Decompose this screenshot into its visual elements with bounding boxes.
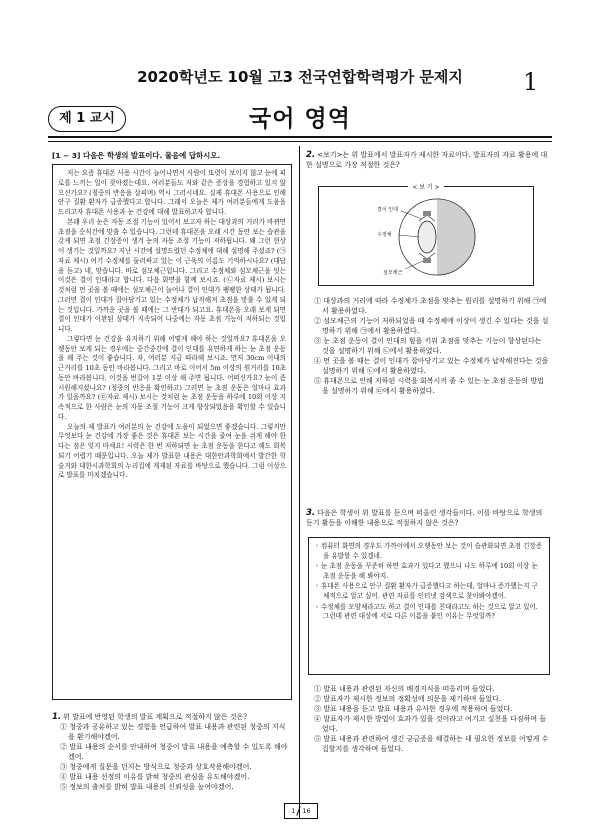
question-2-option[interactable]: ④ 먼 곳을 볼 때는 결이 인대가 잡아당기고 있는 수정체가 납작해진다는 것을 설명하기 위해 ㉡에서 활용하였다. — [314, 357, 549, 375]
label-lens: 수정체 — [377, 232, 392, 238]
question-1-option[interactable]: ⑤ 정보의 출처를 밝혀 발표 내용의 신뢰성을 높여야겠어. — [60, 783, 234, 791]
thought-item: ◦ 눈 초점 운동을 꾸준히 하면 효과가 있다고 했으니 나도 하루에 10회 이상 눈 초점 운동을 해 봐야지. — [315, 562, 538, 580]
question-2-option[interactable]: ① 대상과의 거리에 따라 수정체가 초점을 맞추는 원리를 설명하기 위해 ㉠에서 활용하였다. — [314, 297, 547, 315]
header-rule — [48, 136, 552, 138]
question-1-number: 1. — [52, 712, 62, 722]
label-zonule: 결이 인대 — [377, 207, 398, 213]
question-1 — [52, 712, 290, 792]
page-number: 1 — [523, 68, 539, 96]
question-3-option[interactable]: ⑤ 발표 내용과 관련하여 생긴 궁금증을 해결하는 데 필요한 정보를 어떻게 수집할지를 생각하며 들었다. — [314, 735, 549, 753]
question-2-text: <보기>는 위 발표에서 발표자가 제시한 자료이다. 발표자의 자료 활용에 대한 설명으로 가장 적절한 것은? — [306, 151, 548, 169]
question-2-stem — [306, 150, 550, 170]
question-3 — [306, 508, 550, 528]
question-3-option[interactable]: ① 발표 내용과 관련된 자신의 배경지식을 떠올리며 들었다. — [314, 685, 495, 693]
question-3-text: 다음은 학생이 위 발표를 듣으며 떠올린 생각들이다. 이를 바탕으로 학생의 듣기 활동을 이해한 내용으로 적절하지 않은 것은? — [306, 509, 543, 527]
question-3-box — [308, 537, 550, 675]
question-2-number: 2. — [306, 150, 316, 160]
bogi-diagram — [318, 186, 534, 286]
question-1-option[interactable]: ③ 청중에게 질문을 던지는 방식으로 청중과 상호작용해야겠어. — [60, 763, 252, 771]
eye-diagram — [319, 187, 533, 285]
question-3-stem — [306, 508, 550, 528]
subject-title: 국어 영역 — [249, 106, 351, 132]
exam-title: 2020학년도 10월 고3 전국연합학력평가 문제지 — [137, 68, 463, 86]
passage-paragraph: 오늘의 제 발표가 여러분의 눈 건강에 도움이 되었으면 좋겠습니다. 그렇지만 무엇보다 눈 건강에 가장 좋은 것은 휴대폰 보는 시간을 줄여 눈을 쉬게 해야 한다는 점은 잊지 마세요! 시력은 한 번 저하되면 눈 초점 운동을 한다고 해도 회복되기 어렵기 때문입니다. 오늘 제가 발표한 내용은 대한안과학회에서 발간한 학술지와 대한시과학회의 누리집에 게재된 자료를 바탕으로 했습니다. 그럼 이상으로 발표를 마치겠습니다. — [58, 422, 286, 480]
question-2 — [306, 150, 550, 170]
question-3-option[interactable]: ④ 발표자가 제시한 방법이 효과가 있을 것이라고 여기고 실천을 다짐하며 들었다. — [314, 715, 547, 733]
question-1-stem — [52, 712, 290, 722]
question-1-option[interactable]: ① 청중과 공유하고 있는 경험을 언급하여 발표 내용과 관련된 청중의 지식을 환기해야겠어. — [60, 723, 286, 741]
passage-box — [52, 164, 292, 700]
thought-item: ◦ 수정체를 모양체라고도 하고 결이 인대를 친대라고도 하는 것으로 알고 있어. 그런데 관련 대상에 서로 다른 이름을 붙인 이유는 무엇일까? — [315, 602, 538, 621]
question-3-options — [306, 684, 550, 754]
passage-paragraph: 본래 우리 눈은 자동 조절 기능이 있어서 보고자 하는 대상과의 거리가 바뀌면 초점을 순식간에 맞출 수 있습니다. 그런데 휴대폰을 오래 시간 동안 보는 습관을 갖게 되면 초점 긴장증이 생겨 눈의 자동 조절 기능이 저하됩니다. 왜 그런 현상이 생기는 것일까요? 지난 시간에 설명드렸던 수정체에 대해 설명해 주셨죠? (㉠자료 제시) 여기 수정체를 둘러싸고 있는 이 근육의 이름도 기억하시나요? (대답을 듣고) 네, 맞습니다. 바로 섬모체근입니다. 그리고 수정체와 섬모체근을 잇는 이것은 결이 인대라고 합니다. 다음 화면을 함께 보시죠. (㉡자료 제시) 보시는 것처럼 먼 곳을 볼 때에는 섬모체근이 늘어나 결이 인대가 팽팽한 상태가 됩니다. 그러면 결이 인대가 잡아당기고 있는 수정체가 납작해져 초점을 맞출 수 있게 되는 것입니다. 가까운 곳을 볼 때에는 그 반대가 되고요. 휴대폰을 오래 보게 되면 결이 인대가 이완된 상태가 지속되어 나중에는 자동 초점 기능이 저하되는 것입니다. — [58, 217, 286, 333]
label-ciliary: 섬모체근 — [383, 270, 403, 276]
passage-paragraph: 그렇다면 눈 건강을 유지하기 위해 어떻게 해야 하는 것일까요? 휴대폰을 오랫동안 보게 되는 경우에는 중간중간에 결이 인대를 유연하게 하는 눈 초점 운동을 해 주는 것이 좋습니다. 자, 여러분 지금 따라해 보시죠. 먼저 30cm 이내의 근거리를 10초 동안 바라봅니다. 그리고 바로 이어서 5m 이상의 원거리를 10초 동안 바라봅니다. 이것을 번갈아 1분 이상 해 주면 됩니다. 어떠신가요? 눈이 좀 시원해지셨나요? (청중의 반응을 확인하고) 그러면 눈 초점 운동은 얼마나 효과가 있을까요? (㉢자료 제시) 보시는 것처럼 눈 초점 운동을 하루에 10회 이상 지속적으로 한 사람은 눈의 자동 조절 기능이 크게 향상되었음을 확인할 수 있습니다. — [58, 334, 286, 421]
question-2-option[interactable]: ② 섬모체근의 기능이 저하되었을 때 수정체에 이상이 생긴 수 있다는 것을 설명하기 위해 ㉠에서 활용하였다. — [314, 317, 549, 335]
footer-current-page: 1 — [291, 807, 296, 815]
question-1-option[interactable]: ② 발표 내용의 순서를 안내하여 청중이 발표 내용을 예측할 수 있도록 해야겠어. — [60, 743, 288, 761]
question-1-text: 위 발표에 반영된 학생의 발표 계획으로 적절하지 않은 것은? — [63, 713, 247, 721]
bogi-title: < 보 기 > — [319, 182, 533, 191]
question-2-option[interactable]: ③ 눈 초점 운동이 결이 인대의 힘을 키워 초점을 맞추는 기능이 향상된다는 것을 설명하기 위해 ㉡에서 활용하였다. — [314, 337, 542, 355]
question-3-number: 3. — [306, 508, 316, 518]
question-1-option[interactable]: ④ 발표 내용 선정의 이유를 밝혀 청중의 관심을 유도해야겠어. — [60, 773, 250, 781]
thought-item: ◦ 컴퓨터 화면의 경우도 가까이에서 오랫동안 보는 것이 습관화되면 초점 긴장증을 유발할 수 있겠네. — [315, 542, 543, 560]
footer-total-pages: 16 — [302, 807, 311, 815]
page-footer — [284, 803, 318, 819]
question-3-option[interactable]: ② 발표자가 제시한 정보의 정확성에 의문을 제기하며 들었다. — [314, 695, 502, 703]
question-2-options — [306, 296, 550, 396]
period-badge: 제 1 교시 — [48, 106, 126, 132]
section-heading: [1 ~ 3] 다음은 학생의 발표이다. 물음에 답하시오. — [52, 151, 221, 160]
column-divider — [299, 146, 300, 818]
question-3-option[interactable]: ③ 발표 내용을 듣고 발표 내용과 유사한 경우에 적용하며 들었다. — [314, 705, 513, 713]
passage-paragraph: 저는 요즘 휴대폰 사용 시간이 늘어나면서 사람이 또렷이 보이지 않고 눈에 피로를 느끼는 일이 잦아졌는데요. 여러분들도 저와 같은 증상을 경험하고 있지 않으신가요? (청중의 반응을 살피며) 역시 그러시네요. 실제 휴대폰 사용으로 인해 안구 질환 환자가 급증했다고 합니다. 그래서 오늘은 제가 여러분들에게 도움을 드리고자 휴대폰 사용과 눈 건강에 대해 발표하고자 합니다. — [58, 169, 286, 216]
thought-item: ◦ 휴대폰 사용으로 안구 질환 환자가 급증했다고 하는데, 얼마나 증가했는지 구체적으로 알고 싶어. 관련 자료를 인터넷 검색으로 찾아봐야겠어. — [315, 582, 538, 600]
header-rule-thin — [48, 141, 552, 142]
question-2-option[interactable]: ⑤ 휴대폰으로 인해 저하된 시력을 회복시켜 줄 수 있는 눈 초점 운동의 방법을 설명하기 위해 ㉢에서 활용하였다. — [314, 377, 544, 395]
